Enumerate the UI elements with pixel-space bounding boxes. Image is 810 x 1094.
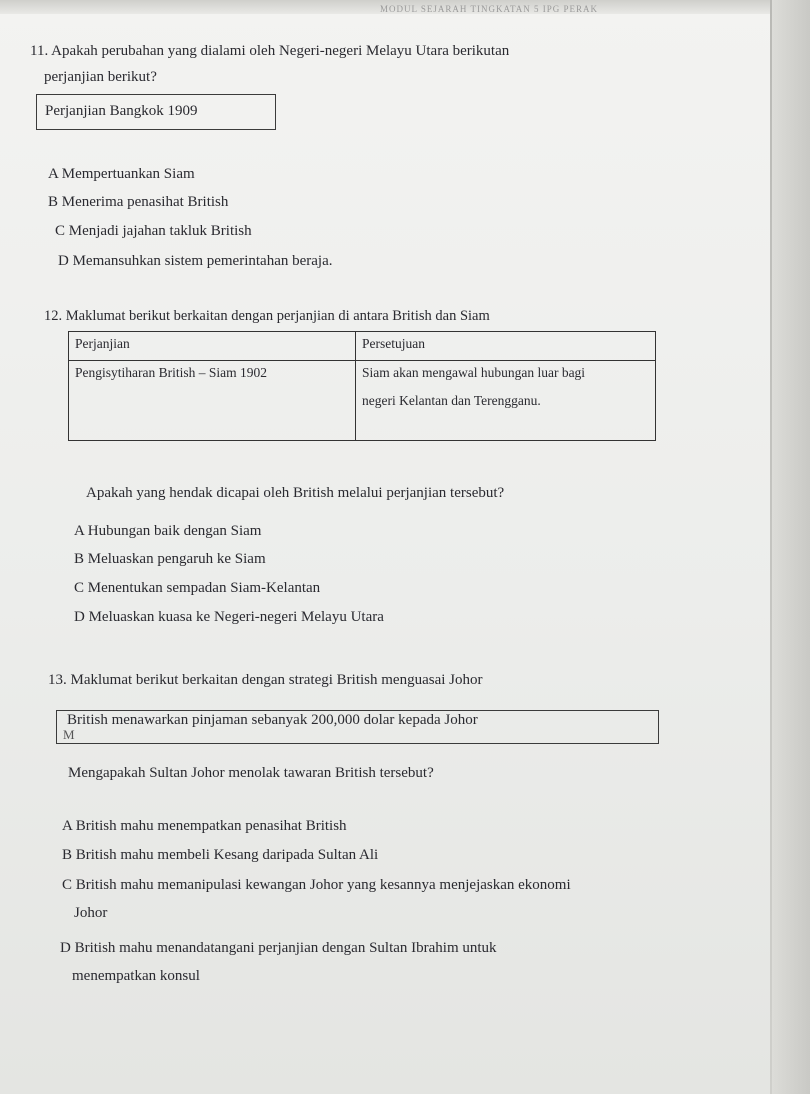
- q13-option-d-line2: menempatkan konsul: [72, 968, 200, 984]
- q11-info-box: [36, 94, 276, 130]
- q13-option-b[interactable]: B British mahu membeli Kesang daripada Sultan Ali: [62, 847, 379, 863]
- background-shade: [772, 0, 810, 1094]
- table-row: [69, 361, 656, 441]
- q11-option-d[interactable]: D Memansuhkan sistem pemerintahan beraja.: [58, 253, 333, 269]
- q13-question: Mengapakah Sultan Johor menolak tawaran British tersebut?: [68, 765, 434, 781]
- table-header-consent: Persetujuan: [356, 332, 656, 361]
- running-header: MODUL SEJARAH TINGKATAN 5 IPG PERAK: [380, 4, 599, 14]
- q12-option-d[interactable]: D Meluaskan kuasa ke Negeri-negeri Melayu Utara: [74, 609, 384, 625]
- q12-option-b[interactable]: B Meluaskan pengaruh ke Siam: [74, 551, 266, 567]
- q11-stem-line2: perjanjian berikut?: [44, 69, 157, 85]
- table-cell-consent-line1: Siam akan mengawal hubungan luar bagi: [362, 365, 586, 380]
- q13-option-a[interactable]: A British mahu menempatkan penasihat British: [62, 818, 347, 834]
- q13-option-d-line1[interactable]: D British mahu menandatangani perjanjian dengan Sultan Ibrahim untuk: [60, 940, 497, 956]
- table-header-agreement: Perjanjian: [69, 332, 356, 361]
- q11-option-a[interactable]: A Mempertuankan Siam: [48, 166, 195, 182]
- q13-box-text: British menawarkan pinjaman sebanyak 200,000 dolar kepada Johor: [67, 712, 478, 728]
- q13-option-c-line2: Johor: [74, 905, 108, 921]
- table-cell-agreement: Pengisytiharan British – Siam 1902: [69, 361, 356, 441]
- q11-box-text: Perjanjian Bangkok 1909: [45, 103, 198, 119]
- q12-agreement-table: [68, 331, 656, 441]
- q13-option-c-line1[interactable]: C British mahu memanipulasi kewangan Johor yang kesannya menjejaskan ekonomi: [62, 877, 571, 893]
- q13-box-tail: M: [63, 727, 75, 742]
- q13-info-box: [56, 710, 659, 744]
- table-header-row: [69, 332, 656, 361]
- table-cell-consent-line2: negeri Kelantan dan Terengganu.: [362, 393, 541, 408]
- q11-option-b[interactable]: B Menerima penasihat British: [48, 194, 229, 210]
- q13-stem: 13. Maklumat berikut berkaitan dengan strategi British menguasai Johor: [48, 672, 483, 688]
- q12-option-c[interactable]: C Menentukan sempadan Siam-Kelantan: [74, 580, 321, 596]
- table-cell-consent: [356, 361, 656, 441]
- q12-question: Apakah yang hendak dicapai oleh British melalui perjanjian tersebut?: [86, 485, 505, 501]
- q11-stem-line1: 11. Apakah perubahan yang dialami oleh Negeri-negeri Melayu Utara berikutan: [30, 43, 510, 59]
- q12-stem: 12. Maklumat berikut berkaitan dengan perjanjian di antara British dan Siam: [44, 308, 490, 324]
- q11-option-c[interactable]: C Menjadi jajahan takluk British: [55, 223, 252, 239]
- q12-option-a[interactable]: A Hubungan baik dengan Siam: [74, 523, 262, 539]
